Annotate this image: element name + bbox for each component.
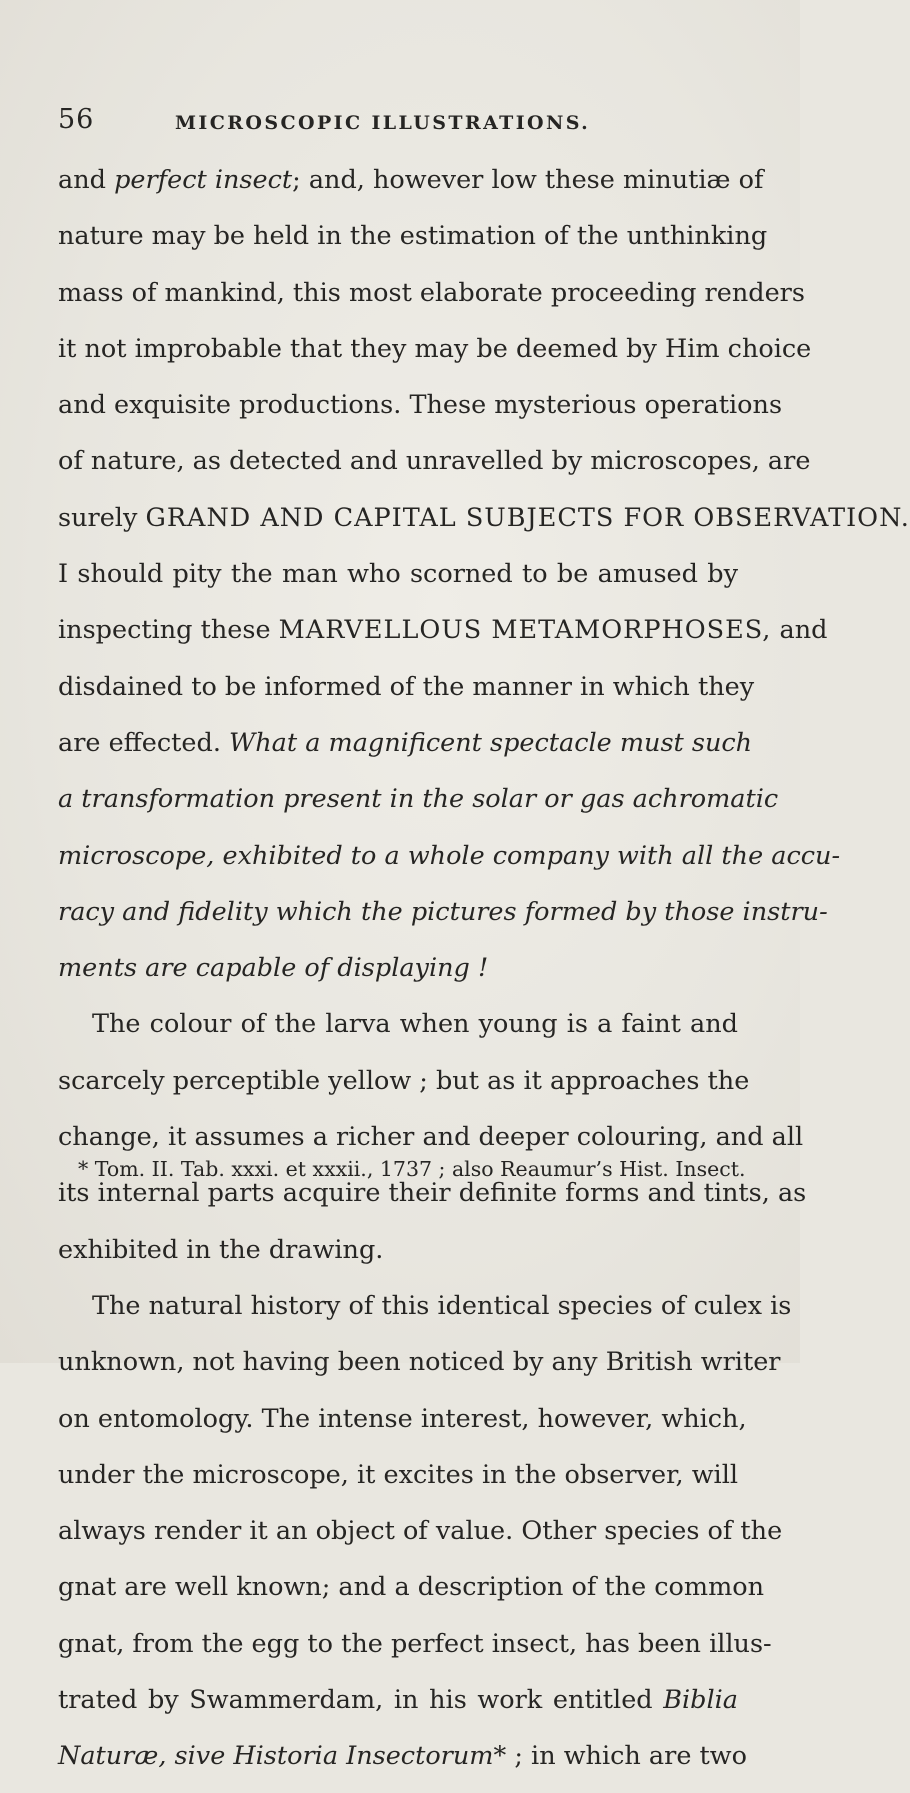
text-line: gnat, from the egg to the perfect insect, has been illus- <box>58 1628 772 1659</box>
text-line: scarcely perceptible yellow ; but as it approaches the <box>58 1065 750 1096</box>
page-header <box>58 104 740 134</box>
text-line: and exquisite productions. These mysterious operations <box>58 390 783 421</box>
text-line: of nature, as detected and unravelled by microscopes, are <box>58 446 811 477</box>
text-line: on entomology. The intense interest, however, which, <box>58 1403 747 1434</box>
page-number: 56 <box>58 104 95 135</box>
text-line: it not improbable that they may be deemed by Him choice <box>58 333 812 364</box>
text-line: under the microscope, it excites in the observer, will <box>58 1459 738 1490</box>
text-line: nature may be held in the estimation of the unthinking <box>58 221 768 252</box>
text-line: ments are capable of displaying ! <box>58 953 489 984</box>
text-line: a transformation present in the solar or gas achromatic <box>58 784 779 815</box>
text-line: I should pity the man who scorned to be amused by <box>58 559 738 590</box>
text-line: Naturæ, sive Historia Insectorum* ; in which are two <box>58 1741 747 1772</box>
text-line: and perfect insect; and, however low these minutiæ of <box>58 165 764 195</box>
text-line: mass of mankind, this most elaborate proceeding renders <box>58 277 805 308</box>
text-line: trated by Swammerdam, in his work entitled Biblia <box>58 1685 738 1716</box>
text-line: racy and fidelity which the pictures formed by those instru- <box>58 896 828 927</box>
text-line: The colour of the larva when young is a faint and <box>92 1009 738 1040</box>
footnote: * Tom. II. Tab. xxxi. et xxxii., 1737 ; also Reaumur’s Hist. Insect. <box>78 1157 746 1181</box>
text-line: surely GRAND AND CAPITAL SUBJECTS FOR OBSERVATION. <box>58 502 910 533</box>
text-line: unknown, not having been noticed by any British writer <box>58 1347 781 1378</box>
body-text <box>58 160 910 1793</box>
text-line: disdained to be informed of the manner in which they <box>58 671 755 702</box>
text-line: always render it an object of value. Other species of the <box>58 1516 783 1547</box>
running-head: MICROSCOPIC ILLUSTRATIONS. <box>175 112 591 134</box>
text-line: microscope, exhibited to a whole company with all the accu- <box>58 840 841 871</box>
text-line: exhibited in the drawing. <box>58 1234 384 1265</box>
text-line: are effected. What a magnificent spectacle must such <box>58 727 753 758</box>
text-line: change, it assumes a richer and deeper colouring, and all <box>58 1122 804 1153</box>
text-line: The natural history of this identical species of culex is <box>92 1290 792 1321</box>
text-line: inspecting these MARVELLOUS METAMORPHOSES, and <box>58 615 828 646</box>
text-line: its internal parts acquire their definite forms and tints, as <box>58 1178 807 1209</box>
text-line: gnat are well known; and a description of the common <box>58 1572 765 1603</box>
